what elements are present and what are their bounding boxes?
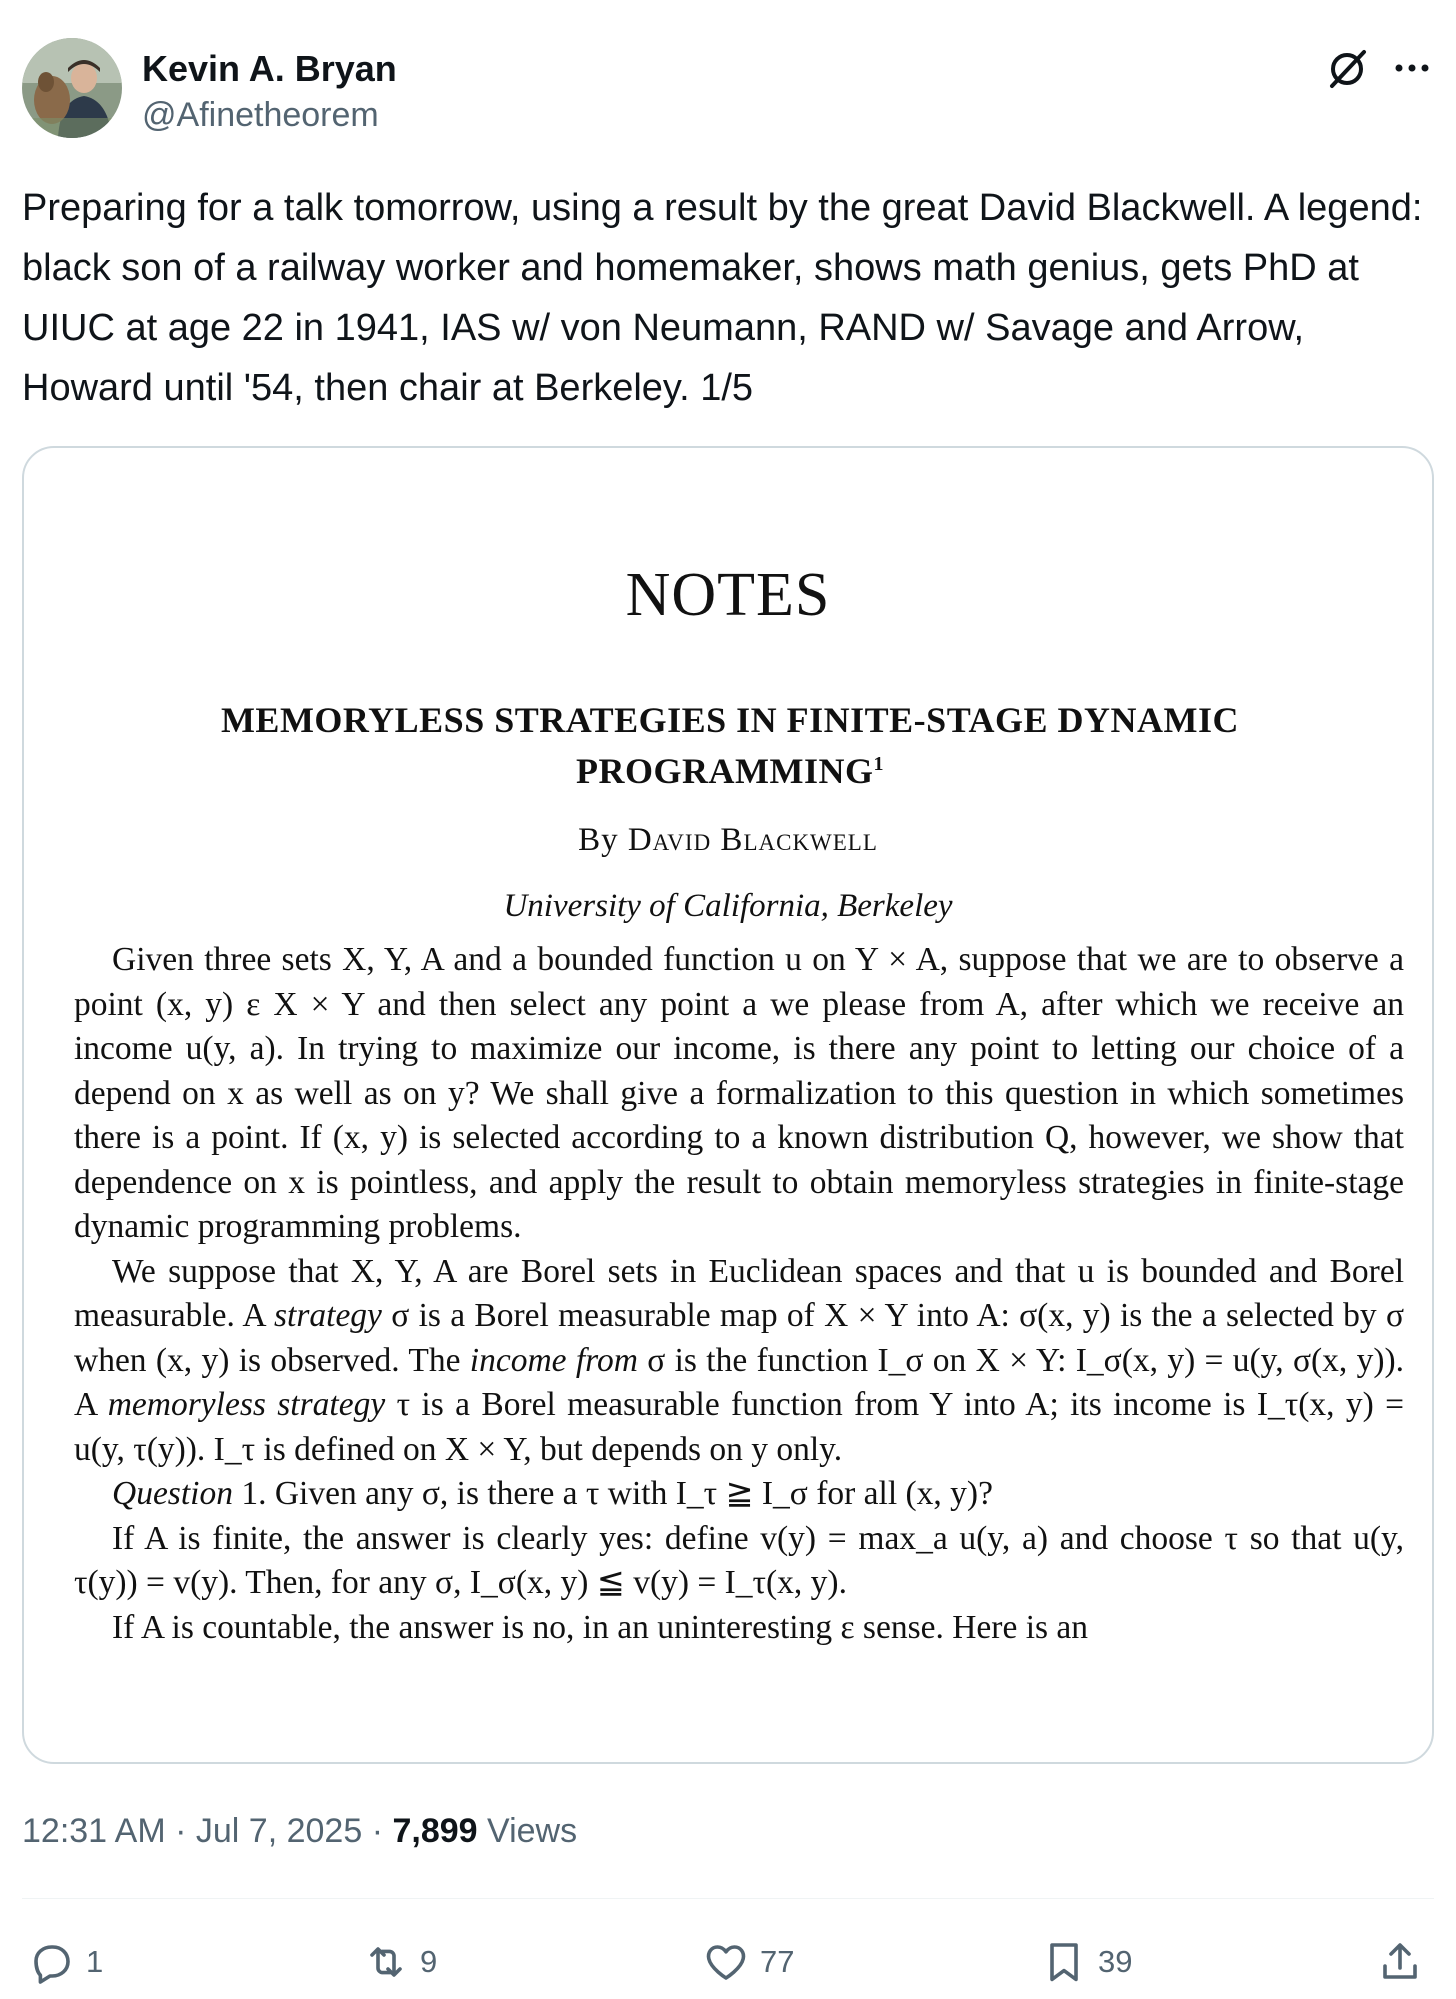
reply-count: 1 bbox=[86, 1944, 104, 1979]
paper-author bbox=[24, 822, 1432, 859]
paper-question-label: Question bbox=[112, 1475, 233, 1512]
bookmark-count: 39 bbox=[1098, 1944, 1133, 1979]
avatar[interactable] bbox=[22, 38, 122, 138]
tweet-date[interactable]: Jul 7, 2025 bbox=[195, 1812, 363, 1850]
views-count: 7,899 bbox=[392, 1812, 478, 1850]
tweet-text: Preparing for a talk tomorrow, using a result by the great David Blackwell. A legend: black son of a railway worker and homemaker, shows math genius, gets PhD at UIUC at age 22 in 1941, IAS w/ von Neumann, RAND w/ Savage and Arrow, Howard until '54, then chair at Berkeley. 1/5 bbox=[22, 187, 1423, 409]
paper-body bbox=[74, 938, 1404, 1650]
paper-title bbox=[144, 698, 1316, 793]
paper-text: σ is the function I_σ on X × Y: I_σ(x, y) = u(y, σ(x, y)). A bbox=[74, 1341, 1405, 1423]
tweet-time[interactable]: 12:31 AM bbox=[22, 1812, 166, 1850]
paper-paragraph: If A is countable, the answer is no, in an uninteresting ε sense. Here is an bbox=[112, 1608, 1089, 1646]
meta-separator: · bbox=[371, 1812, 384, 1850]
paper-paragraph: Given three sets X, Y, A and a bounded function u on Y × A, suppose that we are to observe a point (x, y) ε X × Y and then select any point a we please from A, after which we receive an income u(y, a). In trying to maximize our income, is there any point to letting our choice of a depend on x as well as on y? We shall give a formalization to this question in which sometimes there is a point. If (x, y) is selected according to a known distribution Q, however, we show that dependence on x is pointless, and apply the result to obtain memoryless strategies in finite-stage dynamic programming problems. bbox=[74, 941, 1404, 1245]
paper-affiliation: University of California, Berkeley bbox=[503, 888, 953, 924]
author-handle[interactable]: @Afinetheorem bbox=[142, 96, 379, 134]
paper-author-prefix: By bbox=[578, 822, 619, 858]
bookmark-icon bbox=[1040, 1938, 1088, 1986]
heart-icon bbox=[702, 1938, 750, 1986]
paper-emphasis: memoryless strategy bbox=[107, 1386, 386, 1423]
paper-title-text: MEMORYLESS STRATEGIES IN FINITE-STAGE DYNAMIC PROGRAMMING bbox=[220, 700, 1240, 791]
retweet-button[interactable] bbox=[362, 1934, 437, 1990]
paper-paragraph: If A is finite, the answer is clearly yes: define v(y) = max_a u(y, a) and choose τ so that u(y, τ(y)) = v(y). Then, for any σ, I_σ(x, y) ≦ v(y) = I_τ(x, y). bbox=[74, 1519, 1404, 1601]
paper-paragraph bbox=[74, 1472, 1404, 1517]
tweet-meta bbox=[22, 1812, 577, 1851]
reply-icon bbox=[28, 1938, 76, 1986]
bookmark-button[interactable] bbox=[1040, 1934, 1132, 1990]
views-label: Views bbox=[487, 1812, 578, 1850]
like-button[interactable] bbox=[702, 1934, 794, 1990]
action-bar bbox=[22, 1934, 1434, 1990]
retweet-icon bbox=[362, 1938, 410, 1986]
tweet-header bbox=[22, 34, 1434, 144]
tweet-image[interactable] bbox=[22, 446, 1434, 1764]
share-button[interactable] bbox=[1376, 1934, 1424, 1990]
author-name[interactable]: Kevin A. Bryan bbox=[142, 48, 397, 89]
paper-text: σ is a Borel measurable map of X × Y into A: σ(x, y) is the a selected by σ when (x, y) is observed. The bbox=[74, 1297, 1404, 1379]
divider bbox=[22, 1898, 1434, 1899]
paper-emphasis: income from bbox=[469, 1341, 638, 1379]
grok-icon[interactable] bbox=[1324, 46, 1370, 92]
reply-button[interactable] bbox=[28, 1934, 103, 1990]
more-icon[interactable] bbox=[1390, 46, 1434, 90]
paper-emphasis: strategy bbox=[274, 1297, 382, 1334]
paper-question-text: 1. Given any σ, is there a τ with I_τ ≧ I_σ for all (x, y)? bbox=[241, 1475, 993, 1512]
retweet-count: 9 bbox=[420, 1944, 438, 1979]
paper-page bbox=[24, 448, 1432, 1762]
like-count: 77 bbox=[760, 1944, 795, 1979]
paper-paragraph bbox=[74, 1250, 1404, 1473]
paper-title-footnote: 1 bbox=[873, 753, 884, 775]
paper-author-name: David Blackwell bbox=[627, 822, 878, 858]
paper-text: τ is a Borel measurable function from Y into A; its income is I_τ(x, y) = u(y, τ(y)). I_τ is defined on X × Y, but depends on y only. bbox=[74, 1386, 1405, 1468]
avatar-photo bbox=[22, 38, 122, 138]
share-icon bbox=[1376, 1938, 1424, 1986]
paper-text: We suppose that X, Y, A are Borel sets in Euclidean spaces and that u is bounded and Borel measurable. A bbox=[74, 1252, 1404, 1334]
paper-heading: NOTES bbox=[625, 561, 831, 629]
meta-separator: · bbox=[175, 1812, 187, 1850]
